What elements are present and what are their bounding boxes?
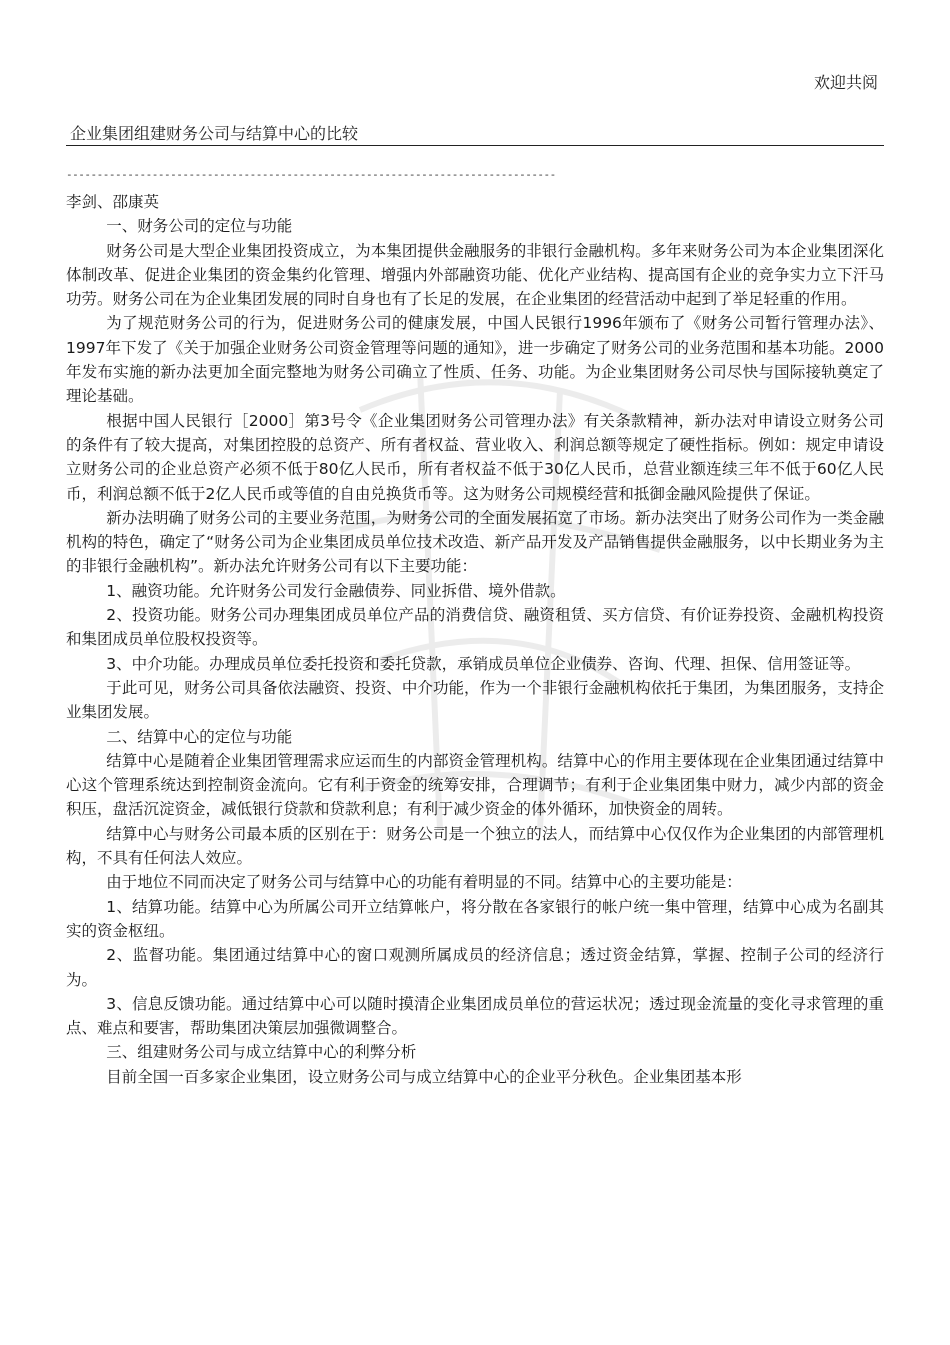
author-line: 李剑、邵康英 [66,193,160,211]
dashed-separator: -------------------------------------------------------------------------------- [66,168,556,181]
list-item: 3、信息反馈功能。通过结算中心可以随时摸清企业集团成员单位的营运状况；透过现金流量的变化寻求管理的重点、难点和要害，帮助集团决策层加强微调整合。 [66,994,884,1038]
list-item: 2、监督功能。集团通过结算中心的窗口观测所属成员的经济信息；透过资金结算，掌握、控制子公司的经济行为。 [66,946,884,989]
header-note: 欢迎共阅 [813,73,878,92]
section-heading: 三、组建财务公司与成立结算中心的利弊分析 [106,1043,417,1062]
section-heading: 二、结算中心的定位与功能 [106,727,293,746]
paragraph: 于此可见，财务公司具备依法融资、投资、中介功能，作为一个非银行金融机构依托于集团，为集团服务，支持企业集团发展。 [66,678,884,722]
title-underline [66,145,884,146]
paragraph: 为了规范财务公司的行为，促进财务公司的健康发展，中国人民银行1996年颁布了《财务公司暂行管理办法》、1997年下发了《关于加强企业财务公司资金管理等问题的通知》，进一步确定了财务公司的业务范围和基本功能。2000年发布实施的新办法更加全面完整地为财务公司确立了性质、任务、功能。为企业集团财务公司尽快与国际接轨奠定了理论基础。 [66,314,884,406]
paragraph: 由于地位不同而决定了财务公司与结算中心的功能有着明显的不同。结算中心的主要功能是： [106,873,742,892]
document-body [66,190,884,1089]
paragraph: 根据中国人民银行［2000］第3号令《企业集团财务公司管理办法》有关条款精神，新办法对申请设立财务公司的条件有了较大提高，对集团控股的总资产、所有者权益、营业收入、利润总额等规定了硬性指标。例如：规定申请设立财务公司的企业总资产必须不低于80亿人民币，所有者权益不低于30亿人民币，总营业额连续三年不低于60亿人民币，利润总额不低于2亿人民币或等值的自由兑换货币等。这为财务公司规模经营和抵御金融风险提供了保证。 [66,411,884,503]
paragraph: 结算中心是随着企业集团管理需求应运而生的内部资金管理机构。结算中心的作用主要体现在企业集团通过结算中心这个管理系统达到控制资金流向。它有利于资金的统筹安排，合理调节；有利于企业集团集中财力，减少内部的资金积压，盘活沉淀资金，减低银行贷款和贷款利息；有利于减少资金的体外循环，加快资金的周转。 [66,751,884,819]
list-item: 3、中介功能。办理成员单位委托投资和委托贷款，承销成员单位企业债券、咨询、代理、担保、信用签证等。 [106,654,861,673]
list-item: 1、结算功能。结算中心为所属公司开立结算帐户，将分散在各家银行的帐户统一集中管理，结算中心成为名副其实的资金枢纽。 [66,897,884,940]
document-title: 企业集团组建财务公司与结算中心的比较 [70,124,359,143]
list-item: 2、投资功能。财务公司办理集团成员单位产品的消费信贷、融资租赁、买方信贷、有价证券投资、金融机构投资和集团成员单位股权投资等。 [66,606,884,649]
paragraph: 财务公司是大型企业集团投资成立，为本集团提供金融服务的非银行金融机构。多年来财务公司为本企业集团深化体制改革、促进企业集团的资金集约化管理、增强内外部融资功能、优化产业结构、提高国有企业的竞争实力立下汗马功劳。财务公司在为企业集团发展的同时自身也有了长足的发展，在企业集团的经营活动中起到了举足轻重的作用。 [66,241,884,309]
paragraph: 目前全国一百多家企业集团，设立财务公司与成立结算中心的企业平分秋色。企业集团基本形 [106,1067,742,1086]
section-heading: 一、财务公司的定位与功能 [106,217,293,236]
paragraph: 结算中心与财务公司最本质的区别在于：财务公司是一个独立的法人，而结算中心仅仅作为企业集团的内部管理机构，不具有任何法人效应。 [66,824,884,868]
list-item: 1、融资功能。允许财务公司发行金融债券、同业拆借、境外借款。 [106,581,566,600]
paragraph: 新办法明确了财务公司的主要业务范围，为财务公司的全面发展拓宽了市场。新办法突出了财务公司作为一类金融机构的特色，确定了“财务公司为企业集团成员单位技术改造、新产品开发及产品销售提供金融服务，以中长期业务为主的非银行金融机构”。新办法允许财务公司有以下主要功能： [66,508,884,576]
